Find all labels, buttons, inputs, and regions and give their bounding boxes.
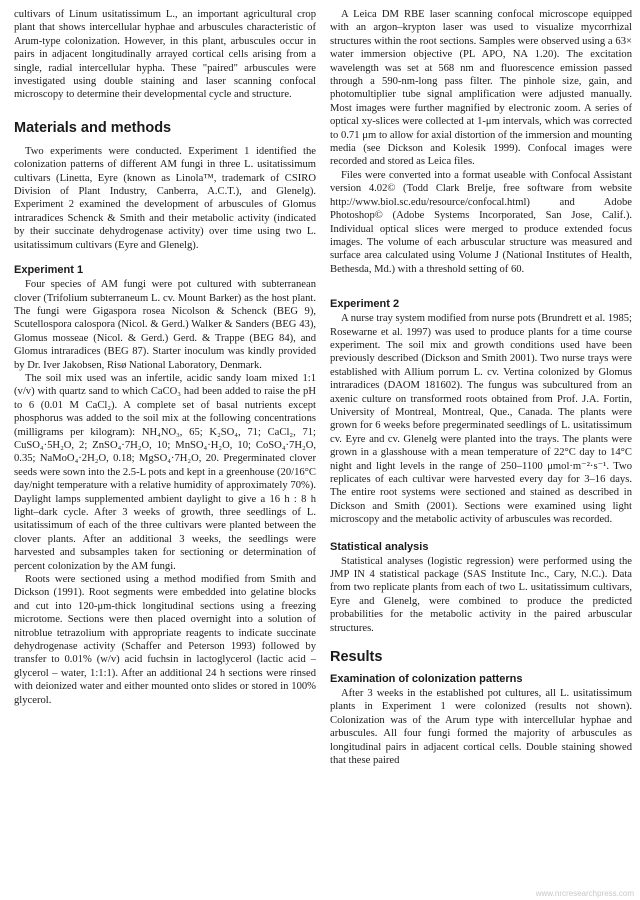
experiment-1-paragraph-1: Four species of AM fungi were pot cultured with subterranean clover (Trifolium subterraneum L. cv. Mount Barker) as the host plant. The fungi were Gigaspora rosea Nicolson & Schenck (BEG 9), Scutellospora calospora (Nicol. & Gerd.) Walker & Sanders (BEG 43), Glomus mosseae (Nicol. & Gerd.) Gerd. & Trappe (BEG 84), and Glomus intraradices (BEG 87). Starter inoculum was kindly provided by Dr. Iver Jakobsen, Risø National Laboratory, Denmark.	[14, 279, 316, 371]
statistical-analysis-paragraph: Statistical analyses (logistic regression) were performed using the JMP IN 4 statistical package (SAS Institute Inc., Cary, N.C.). Data from two replicate plants from each of two L. usitatissimum cultivars, Eyre and Glenelg, were combined to produce the predicted probabilities for the metabolic activity in the paired arbuscular structures.	[330, 555, 632, 634]
materials-paragraph: Two experiments were conducted. Experiment 1 identified the colonization patterns of different AM fungi in three L. usitatissimum cultivars (Linetta, Eyre (known as Linola™, trademark of CSIRO Division of Plant Industry, Canberra, A.C.T.), and Glenelg). Experiment 2 examined the development of arbuscules of Glomus intraradices Schenck & Smith and their metabolic activity (indicated by their succinate dehydrogenase activity) over time using two L. usitatissimum cultivars (Eyre and Glenelg).	[14, 145, 316, 251]
intro-paragraph: cultivars of Linum usitatissimum L., an important agricultural crop plant that shows intercellular hyphae and arbuscules characteristic of Arum-type colonization. However, in this plant, arbuscules occur in pairs in adjacent longitudinally arrayed cortical cells arising from a single, radial intercellular hypha. These "paired" arbuscules were investigated using double staining and laser scanning confocal microscopy to determine their developmental cycle and structure.	[14, 9, 316, 101]
left-column	[14, 8, 316, 900]
experiment-1-paragraph-3: Roots were sectioned using a method modified from Smith and Dickson (1991). Root segments were embedded into gelatine blocks and cut into 120-μm-thick longitudinal sections using a freezing microtome. Sections were then placed overnight into a solution of nitroblue tetrazolium with appropriate reagents to indicate succinate dehydrogenase activity (Schaffer and Peterson 1993) followed by transfer to 0.01% (w/v) acid fuchsin in lactoglycerol (lactic acid – glycerol – water, 1:1:1). After an additional 24 h sections were rinsed with deionized water and either mounted onto slides or stored in 100% glycerol.	[14, 574, 316, 706]
experiment-1-paragraph-2: The soil mix used was an infertile, acidic sandy loam mixed 1:1 (v/v) with quartz sand to which CaCO₃ had been added to raise the pH to 6 (0.01 M CaCl₂). A complete set of basal nutrients except phosphorus was added to the soil mix at the following concentrations (milligrams per kilogram): NH₄NO₃, 65; K₂SO₄, 71; CaCl₂, 71; CuSO₄·5H₂O, 2; ZnSO₄·7H₂O, 10; MnSO₄·H₂O, 10; CoSO₄·7H₂O, 0.35; NaMoO₄·2H₂O, 0.18; MgSO₄·7H₂O, 20. Pregerminated clover seeds were sown into the 2.5-L pots and kept in a greenhouse (20/16°C day/night temperature with a relative humidity of approximately 70%). Daylight lamps supplemented ambient daylight to give a 16 h : 8 h light–dark cycle. After 3 weeks of growth, three seedlings of L. usitatissimum of each of the three cultivars were planted between the clover plants. After an additional 3 weeks, the seedlings were harvested and subsamples taken for sectioning or determination of percent colonization by the AM fungi.	[14, 372, 316, 572]
confocal-paragraph-2: Files were converted into a format useable with Confocal Assistant version 4.02© (Todd Clark Brelje, free software from website http://www.biol.sc.edu/resource/confocal.html) and Adobe Photoshop© (Adobe Systems Incorporated, San Jose, Calif.). Individual optical slices were merged to produce extended focus images. The volume of each arbuscular structure was measured and surface area calculated using Volume J (National Institutes of Health, Bethesda, Md.) with a threshold setting of 60.	[330, 169, 632, 275]
experiment-2-heading: Experiment 2	[330, 298, 400, 311]
experiment-1-heading: Experiment 1	[14, 264, 84, 277]
experiment-2-paragraph: A nurse tray system modified from nurse pots (Brundrett et al. 1985; Rosewarne et al. 1997) was used to produce plants for a time course experiment. The soil mix and growth conditions used have been previously described (Dickson and Smith 2001). Two nurse trays were established with Allium porrum L. cv. Vertina colonized by Glomus intraradices (DAOM 181602). The fungus was subcultured from an axenic culture on transformed roots obtained from Prof. J.A. Fortin, University of Montreal, Montreal, Que., Canada. The plants were grown for 6 weeks before pregerminated seedlings of L. usitatissimum cv. Eyre and cv. Glenelg were planted into the trays. The plants were grown in a glasshouse with a mean temperature of 22°C day to 14°C night and light levels in the range of 250–1100 μmol·m⁻²·s⁻¹. Two replicates of each cultivar were harvested every day for 3–16 days. The entire root systems were sectioned and stained as described in Dickson and Smith (2001). Sections were examined using light microscopy and the metabolic activity of arbuscules was recorded.	[330, 313, 632, 526]
statistical-analysis-heading: Statistical analysis	[330, 540, 429, 553]
results-heading: Results	[330, 649, 383, 666]
colonization-paragraph: After 3 weeks in the established pot cultures, all L. usitatissimum plants in Experiment 1 were colonized (results not shown). Colonization was of the Arum type with intercellular hyphae and arbuscules. All four fungi formed the majority of arbuscules as longitudinal pairs in adjacent cortical cells. Double staining showed that these paired	[330, 688, 632, 767]
materials-methods-heading: Materials and methods	[14, 119, 172, 136]
colonization-patterns-heading: Examination of colonization patterns	[330, 673, 523, 686]
right-column	[330, 8, 632, 900]
confocal-paragraph-1: A Leica DM RBE laser scanning confocal microscope equipped with an argon–krypton laser was used to visualize mycorrhizal structures within the root sections. Samples were observed using a 63× water immersion objective (PL APO, NA 1.20). The excitation wavelength was set at 568 nm and fluorescence emission passed through a 590-nm-long pass filter. The pinhole size, gain, and photomultiplier tube signal amplification were adjusted manually. Most images were further magnified by electronic zoom. A series of optical xy-slices were collected at 1-μm intervals, which was corrected to 0.71 μm to allow for axial distortion of the immersion and mounting media (see Dickson and Kolesik 1999). Confocal images were recorded and stored as Leica files.	[330, 9, 632, 168]
watermark: www.nrcresearchpress.com	[535, 889, 634, 898]
